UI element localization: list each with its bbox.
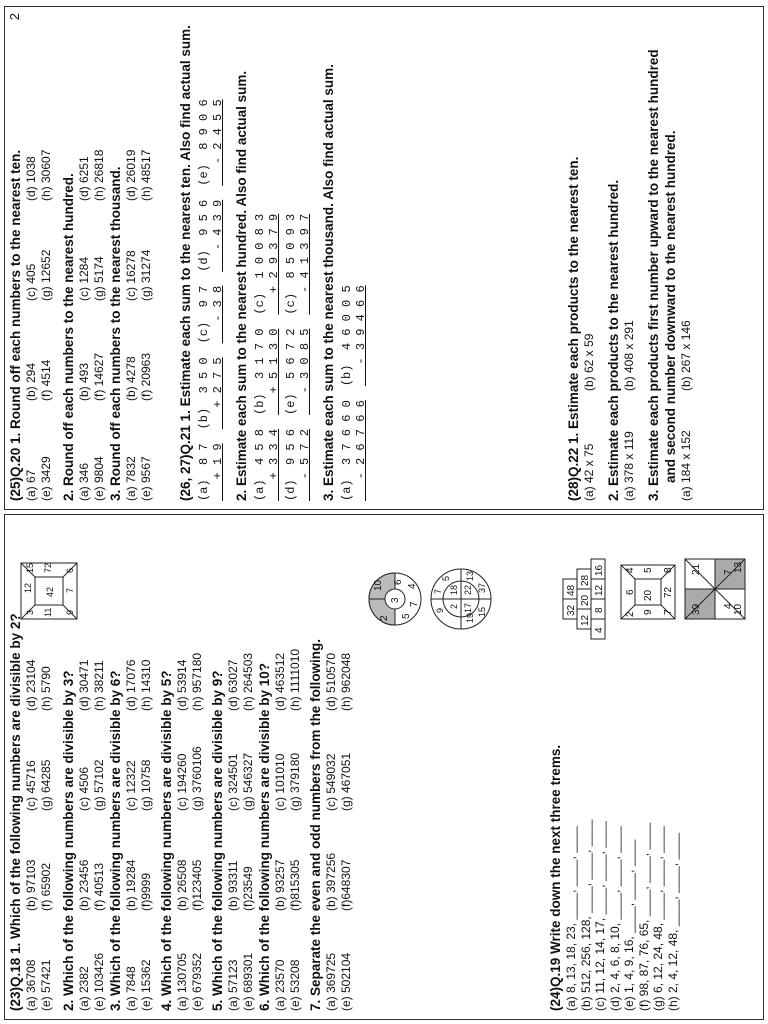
pyramid-number: 20 — [580, 594, 591, 606]
option: (c) 194260 — [175, 753, 189, 811]
sum-line: - 2 4 5 5 — [211, 99, 225, 186]
sum-line: (b) 3 1 7 0 — [253, 328, 267, 415]
q23-q4-row2 — [190, 521, 205, 1011]
option: (d) 463512 — [273, 652, 287, 711]
q23-q6-row2 — [288, 521, 303, 1011]
sequence-item: (e) 1, 4, 9, 16, ____, ____, ____ — [622, 839, 636, 1011]
pyramid-number: 28 — [580, 574, 591, 586]
sum-line: (a) 8 7 — [197, 443, 211, 501]
q23-q3-heading: 3. Which of the following numbers are divisible by 6? — [108, 670, 123, 1011]
square-b-number: 42 — [45, 586, 55, 597]
option: (b) 93257 — [273, 859, 287, 911]
option: (f)648307 — [339, 859, 353, 911]
option: (a) 346 — [77, 462, 91, 501]
circle-large-puzzle — [431, 569, 491, 629]
option: (e) 9804 — [92, 456, 106, 501]
product-item: (a) 184 x 152 — [679, 430, 693, 501]
square-x-number: 4 — [625, 567, 636, 573]
sum-problem — [284, 429, 312, 501]
q26-sum-row2 — [253, 13, 281, 501]
sequence-item: (h) 2, 4, 12, 48, ____, ____, ____ — [665, 832, 680, 1011]
q26-sum-row1 — [197, 13, 225, 501]
circle-number: 6 — [393, 579, 404, 585]
sum-problem — [197, 357, 225, 429]
q28-tag: (28)Q.22 — [566, 447, 581, 501]
circle-number: 5 — [441, 575, 451, 581]
square-b-number: 7 — [65, 587, 75, 593]
square-b-number: 9 — [65, 609, 75, 615]
q25-q3-heading: 3. Round off each numbers to the nearest thousand. — [108, 166, 123, 501]
option: (g) 31274 — [139, 249, 153, 301]
q26-sum-row4 — [340, 13, 368, 501]
option: (c) 101010 — [273, 753, 287, 811]
sum-line: - 4 1 3 9 7 — [298, 213, 312, 315]
option: (e) 689301 — [241, 952, 255, 1011]
option: (f) 40513 — [92, 862, 106, 911]
quad-number: 39 — [691, 603, 702, 615]
q23-q2-row2 — [92, 521, 107, 1011]
option: (f)9999 — [139, 872, 153, 911]
option: (h) 14310 — [139, 659, 153, 711]
option: (h) 962048 — [339, 652, 353, 711]
q25-q2-row1 — [77, 13, 92, 501]
square-x-number: 20 — [643, 589, 654, 601]
option: (e) 3429 — [39, 456, 53, 501]
page-number: 2 — [7, 13, 22, 21]
pyramid-number: 4 — [594, 627, 605, 633]
option: (c) 549032 — [324, 753, 338, 811]
q23-q7-row2 — [339, 521, 354, 1011]
circle-number: 15 — [477, 606, 487, 617]
sum-line: - 3 0 8 5 — [298, 328, 312, 415]
option: (a) 23570 — [273, 959, 287, 1011]
option: (h) 26818 — [92, 149, 106, 201]
option: (f)815305 — [288, 859, 302, 911]
sum-line: (a) 4 5 8 — [253, 428, 267, 501]
circle-number: 2 — [379, 615, 390, 621]
sequence-item: (b) 512, 256, 128, ____, ____, ____ — [578, 819, 593, 1011]
option: (f)23549 — [241, 866, 255, 911]
number-pattern-puzzles — [555, 519, 760, 769]
option: (d) 6251 — [77, 156, 91, 201]
option: (f) 20963 — [139, 352, 153, 401]
square-x-number: 8 — [663, 567, 674, 573]
q28-text1: 1. Estimate each products to the nearest ten. — [566, 156, 581, 444]
sum-line: - 3 8 — [211, 285, 225, 344]
square-x-puzzle — [621, 565, 675, 619]
sum-problem — [197, 286, 225, 344]
q26-heading — [177, 13, 194, 501]
option: (c) 45716 — [24, 760, 38, 811]
option: (d) 23104 — [24, 659, 38, 711]
option: (a) 36708 — [24, 959, 38, 1011]
q25-q3-row2 — [139, 13, 154, 501]
q24-heading — [547, 744, 564, 1011]
circle-number: 3 — [390, 597, 401, 603]
square-x-number: 2 — [625, 611, 636, 617]
option: (b) 397256 — [324, 852, 338, 911]
option: (f) 4514 — [39, 359, 53, 401]
option: (d) 1038 — [24, 156, 38, 201]
pyramid-number: 8 — [594, 607, 605, 613]
square-x-number: 72 — [663, 586, 674, 598]
square-x-number: 9 — [643, 609, 654, 615]
option: (a) 7848 — [124, 966, 138, 1011]
q24-tag: (24)Q.19 — [548, 957, 563, 1011]
option: (b) 493 — [77, 362, 91, 401]
pyramid-puzzle — [563, 559, 605, 639]
square-b-number: 72 — [43, 562, 53, 573]
sum-line: - 4 3 9 — [211, 199, 225, 272]
quad-number: 10 — [733, 603, 744, 615]
option: (g) 10758 — [139, 759, 153, 811]
q23-q6-heading: 6. Which of the following numbers are divisible by 10? — [257, 662, 272, 1011]
product-item: (a) 42 x 75 — [582, 443, 596, 501]
option: (g) 57102 — [92, 759, 106, 811]
option: (b) 294 — [24, 362, 38, 401]
option: (c) 4506 — [77, 766, 91, 811]
option: (e) 502104 — [339, 952, 353, 1011]
circle-number: 19 — [465, 612, 475, 623]
option: (b) 4278 — [124, 356, 138, 401]
option: (a) 7832 — [124, 456, 138, 501]
q25-q1-heading — [7, 13, 24, 501]
circle-number: 7 — [433, 588, 443, 594]
quad-number: 21 — [691, 563, 702, 575]
pyramid-number: 16 — [594, 564, 605, 576]
q23-q7-heading: 7. Separate the even and odd numbers from the following. — [308, 638, 323, 1011]
q23-tag: (23)Q.18 — [8, 957, 23, 1011]
sum-line: (c) 8 5 0 9 3 — [284, 213, 298, 315]
circle-number: 9 — [435, 607, 445, 613]
sum-line: - 5 7 2 — [298, 428, 312, 501]
option: (h) 957180 — [190, 652, 204, 711]
option: (c) 324501 — [226, 753, 240, 811]
q25-q2-row2 — [92, 13, 107, 501]
q26-q3-heading: 3. Estimate each sum to the nearest thousand. Also find actual sum. — [321, 64, 336, 501]
sum-problem — [340, 285, 368, 386]
option: (g) 5174 — [92, 256, 106, 301]
q28-products-2 — [622, 13, 637, 501]
sum-line: (a) 3 7 6 6 0 — [340, 400, 354, 501]
sum-line: (e) 5 6 7 2 — [284, 328, 298, 415]
option: (a) 369725 — [324, 952, 338, 1011]
sum-problem — [197, 443, 225, 501]
sum-line: - 3 9 4 6 6 — [354, 285, 368, 387]
square-b-number: 3 — [25, 609, 35, 615]
circle-number: 22 — [463, 584, 473, 595]
option: (c) 12322 — [124, 760, 138, 811]
option: (b) 97103 — [24, 859, 38, 911]
option: (e) 103426 — [92, 952, 106, 1011]
option: (g) 64285 — [39, 759, 53, 811]
q28-heading — [565, 13, 582, 501]
option: (f) 65902 — [39, 862, 53, 911]
q23-q3-row2 — [139, 521, 154, 1011]
sum-problem — [340, 400, 368, 501]
q24-text: Write down the next three trems. — [548, 744, 563, 954]
q26-text: 1. Estimate each sum to the nearest ten. Also find actual sum. — [178, 25, 193, 422]
option: (b) 19284 — [124, 859, 138, 911]
option: (d) 26019 — [124, 149, 138, 201]
option: (c) 1284 — [77, 256, 91, 301]
square-b-number: 11 — [43, 607, 53, 617]
q25-block — [7, 13, 154, 501]
sequence-item: (d) 2, 4, 6, 8, 10, ____, ____, ____ — [607, 826, 622, 1011]
option: (f)123405 — [190, 859, 204, 911]
pyramid-number: 48 — [566, 584, 577, 596]
option: (h) 5790 — [39, 666, 53, 711]
option: (d) 53914 — [175, 659, 189, 711]
option: (b) 93311 — [226, 860, 240, 911]
circle-number: 7 — [409, 601, 420, 607]
sum-line: - 2 6 7 6 6 — [354, 400, 368, 501]
q28-q3-heading-cont: and second number downward to the nearest hundred. — [663, 130, 678, 483]
product-item: (b) 62 x 59 — [582, 333, 596, 391]
sum-line: (c) 1 0 0 8 3 — [253, 213, 267, 315]
q23-q2-heading: 2. Which of the following numbers are divisible by 3? — [61, 670, 76, 1011]
sum-line: + 1 9 — [211, 443, 225, 501]
option: (b) 23456 — [77, 859, 91, 911]
option: (e) 679352 — [190, 952, 204, 1011]
q23-q4-heading: 4. Which of the following numbers are divisible by 5? — [159, 670, 174, 1011]
q26-q2-heading: 2. Estimate each sum to the nearest hundred. Also find actual sum. — [234, 70, 249, 501]
square-b-number: 12 — [23, 582, 33, 593]
q23-q3-row1 — [124, 521, 139, 1011]
option: (g) 12652 — [39, 249, 53, 301]
sum-line: + 2 7 5 — [211, 357, 225, 430]
circle-number: 2 — [449, 603, 459, 609]
q26-tag: (26, 27)Q.21 — [178, 425, 193, 501]
q28-block — [565, 13, 694, 501]
q25-q1-text: 1. Round off each numbers to the nearest ten. — [8, 149, 23, 444]
option: (h) 1111010 — [288, 648, 302, 711]
circle-number: 17 — [463, 602, 473, 613]
q25-q3-row1 — [124, 13, 139, 501]
sum-problem — [284, 214, 312, 315]
option: (d) 63027 — [226, 659, 240, 711]
circle-number: 5 — [401, 613, 412, 619]
option: (e) 53208 — [288, 959, 302, 1011]
q25-tag: (25)Q.20 — [8, 447, 23, 501]
square-x-number: 7 — [663, 609, 674, 615]
option: (g) 467051 — [339, 752, 353, 811]
sum-problem — [197, 99, 225, 185]
square-x-number: 6 — [625, 589, 636, 595]
circle-number: 13 — [465, 570, 475, 581]
option: (h) 264503 — [241, 652, 255, 711]
right-worksheet-half — [4, 6, 764, 510]
pyramid-number: 12 — [594, 584, 605, 596]
option: (b) 26508 — [175, 859, 189, 911]
q23-q4-row1 — [175, 521, 190, 1011]
q23-q1-text: 1. Which of the following numbers are divisible by 2? — [8, 613, 23, 954]
q26-block — [177, 13, 368, 501]
sum-line: (d) 9 5 6 — [284, 428, 298, 501]
sum-problem — [284, 329, 312, 415]
option: (e) 15362 — [139, 959, 153, 1011]
pyramid-number: 12 — [580, 614, 591, 626]
option: (e) 57421 — [39, 959, 53, 1011]
sum-line: (c) 9 7 — [197, 285, 211, 344]
option: (a) 67 — [24, 469, 38, 501]
circle-number: 10 — [373, 579, 384, 591]
option: (h) 30607 — [39, 149, 53, 201]
q26-sum-row3 — [284, 13, 312, 501]
option: (a) 130705 — [175, 952, 189, 1011]
quad-number: 7 — [723, 569, 734, 575]
sequence-item: (a) 8, 13, 18, 23, ____, ____, ____ — [564, 826, 578, 1011]
circle-small-puzzle — [369, 573, 421, 625]
option: (g) 546327 — [241, 752, 255, 811]
option: (h) 38211 — [92, 660, 106, 711]
q25-q2-heading: 2. Round off each numbers to the nearest hundred. — [61, 173, 76, 501]
quad-number: 4 — [723, 603, 734, 609]
q28-products-1 — [582, 13, 597, 501]
q25-q1-row2 — [39, 13, 54, 501]
sum-problem — [253, 329, 281, 415]
option: (d) 510570 — [324, 652, 338, 711]
q28-products-3 — [679, 13, 694, 501]
q25-q1-row1 — [24, 13, 39, 501]
sum-line: + 5 1 3 0 — [267, 328, 281, 415]
left-worksheet-half — [4, 514, 764, 1020]
circle-number: 18 — [449, 584, 459, 595]
circle-number: 4 — [407, 583, 418, 589]
q23-q5-heading: 5. Which of the following numbers are divisible by 9? — [210, 670, 225, 1011]
pyramid-number: 32 — [566, 604, 577, 616]
option: (d) 17076 — [124, 659, 138, 711]
option: (h) 48517 — [139, 149, 153, 201]
sum-line: (b) 3 5 0 — [197, 357, 211, 430]
square-x-number: 5 — [643, 567, 654, 573]
product-item: (b) 267 x 146 — [679, 320, 693, 391]
square-b-number: 6 — [65, 567, 75, 573]
q23-q7-row1 — [324, 521, 339, 1011]
q23-q6-row1 — [273, 521, 288, 1011]
sequence-item: (c) 11, 12, 14, 17, ____, ____, ____ — [593, 821, 607, 1011]
quad-square-puzzle — [685, 559, 745, 619]
option: (f) 14627 — [92, 352, 106, 401]
sum-line: (b) 4 6 0 0 5 — [340, 285, 354, 387]
product-item: (a) 378 x 119 — [622, 431, 636, 501]
option: (e) 9567 — [139, 456, 153, 501]
option: (a) 57123 — [226, 959, 240, 1011]
quad-number: 13 — [733, 561, 744, 573]
sum-line: (e) 8 9 0 6 — [197, 99, 211, 186]
sum-problem — [253, 214, 281, 315]
q28-q3-heading: 3. Estimate each products first number upward to the nearest hundred — [646, 49, 661, 501]
sequence-item: (g) 6, 12, 24, 48, ____, ____, ____ — [651, 826, 665, 1011]
option: (c) 405 — [24, 263, 38, 301]
square-b-number: 15 — [25, 562, 35, 573]
q23-q5-row2 — [241, 521, 256, 1011]
sum-line: + 2 9 3 7 9 — [267, 213, 281, 315]
q24-block — [547, 744, 680, 1011]
option: (g) 3760106 — [190, 746, 204, 811]
sum-line: (d) 9 5 6 — [197, 199, 211, 272]
option: (d) 30471 — [77, 659, 91, 711]
option: (c) 16278 — [124, 250, 138, 301]
circle-puzzles — [365, 519, 505, 769]
square-b-puzzle — [15, 519, 85, 769]
q28-q2-heading: 2. Estimate each products to the nearest hundred. — [606, 179, 621, 501]
q23-q5-row1 — [226, 521, 241, 1011]
sum-problem — [197, 200, 225, 272]
option: (g) 379180 — [288, 752, 302, 811]
circle-number: 37 — [477, 582, 487, 593]
option: (a) 2382 — [77, 966, 91, 1011]
sum-line: + 3 3 4 — [267, 428, 281, 501]
sequence-item: (f) 98, 87, 76, 65, ____, ____, ____ — [636, 822, 651, 1011]
sum-problem — [253, 429, 281, 501]
product-item: (b) 408 x 291 — [622, 320, 636, 391]
